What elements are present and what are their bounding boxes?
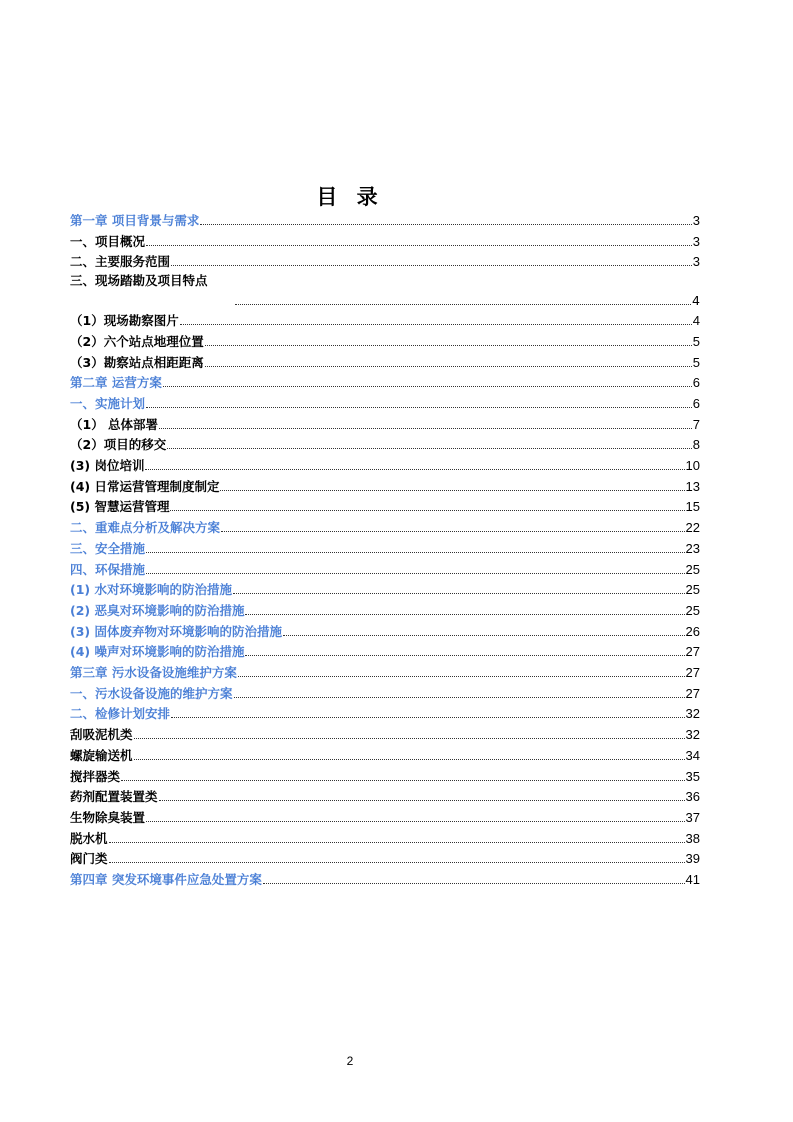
toc-entry-title: 第四章 突发环境事件应急处置方案 — [70, 872, 262, 887]
dot-leader — [205, 366, 692, 367]
toc-entry[interactable] — [70, 640, 700, 659]
toc-entry-page: 35 — [685, 768, 700, 784]
toc-entry-page: 6 — [692, 375, 700, 391]
dot-leader — [145, 469, 684, 470]
dot-leader — [283, 635, 685, 636]
dot-leader — [159, 800, 685, 801]
page-number: 2 — [346, 1054, 354, 1068]
dot-leader — [200, 224, 691, 225]
toc-entry-title: 刮吸泥机类 — [70, 727, 133, 743]
toc-entry-title: 四、环保措施 — [70, 561, 146, 577]
toc-entry-page: 5 — [692, 354, 700, 370]
toc-entry-title: （1）现场勘察图片 — [70, 313, 179, 329]
toc-entry-title: 二、重难点分析及解决方案 — [70, 520, 221, 536]
dot-leader — [159, 428, 692, 429]
dot-leader — [167, 448, 692, 449]
toc-entry-page: 39 — [685, 851, 700, 867]
dot-leader — [245, 655, 684, 656]
toc-entry-page: 15 — [685, 499, 700, 515]
toc-entry-page: 25 — [685, 582, 700, 598]
toc-entry-title: 一、项目概况 — [70, 233, 146, 249]
toc-entry-page: 7 — [692, 416, 700, 432]
toc-entry-title: (5) 智慧运营管理 — [70, 499, 170, 515]
toc-entry[interactable] — [70, 620, 700, 639]
toc-entry-title: 搅拌器类 — [70, 768, 121, 784]
dot-leader — [235, 304, 691, 305]
toc-entry-page: 27 — [685, 665, 700, 680]
toc-entry-title: 第三章 污水设备设施维护方案 — [70, 665, 237, 680]
dot-leader — [263, 883, 685, 884]
toc-entry-page: 4 — [692, 313, 700, 329]
toc-entry[interactable] — [70, 702, 700, 721]
toc-entry[interactable] — [70, 392, 700, 411]
toc-entry-page: 8 — [692, 437, 700, 453]
toc-entry-page: 6 — [692, 395, 700, 411]
toc-entry-page: 32 — [685, 727, 700, 743]
toc-entry[interactable] — [70, 330, 700, 349]
toc-entry[interactable] — [70, 537, 700, 556]
toc-entry-page: 13 — [685, 478, 700, 494]
toc-entry[interactable] — [70, 475, 700, 494]
toc-entry-page: 26 — [685, 623, 700, 639]
toc-entry-page: 36 — [685, 789, 700, 805]
toc-entry[interactable] — [70, 454, 700, 473]
toc-entry-page: 25 — [685, 561, 700, 577]
dot-leader — [146, 573, 685, 574]
toc-entry[interactable] — [70, 433, 700, 452]
dot-leader — [221, 531, 685, 532]
toc-entry-page: 4 — [692, 293, 700, 309]
toc-entry-title: 二、检修计划安排 — [70, 706, 171, 722]
toc-entry-title: (3) 岗位培训 — [70, 458, 145, 473]
toc-entry[interactable] — [70, 682, 700, 701]
toc-entry[interactable] — [70, 599, 700, 618]
toc-entry[interactable] — [70, 785, 700, 804]
toc-entry-page: 37 — [685, 809, 700, 825]
toc-entry-page: 3 — [692, 213, 700, 228]
dot-leader — [180, 324, 692, 325]
dot-leader — [134, 759, 685, 760]
toc-entry-page: 27 — [685, 685, 700, 701]
dot-leader — [109, 862, 685, 863]
dot-leader — [146, 552, 685, 553]
toc-entry-page: 32 — [685, 706, 700, 722]
dot-leader — [146, 821, 685, 822]
toc-entry-title: （1） 总体部署 — [70, 416, 159, 432]
toc-entry-title: 一、实施计划 — [70, 395, 146, 411]
toc-entry[interactable] — [70, 371, 700, 390]
dot-leader — [134, 738, 685, 739]
toc-entry[interactable] — [70, 413, 700, 432]
toc-entry-title: 二、主要服务范围 — [70, 254, 171, 270]
toc-entry-page: 5 — [692, 333, 700, 349]
toc-entry-title: 生物除臭装置 — [70, 809, 146, 825]
toc-entry-title: (3) 固体废弃物对环境影响的防治措施 — [70, 623, 282, 639]
toc-entry-title: 药剂配置装置类 — [70, 789, 158, 805]
toc-entry-title: (1) 水对环境影响的防治措施 — [70, 582, 232, 598]
toc-entry-page: 3 — [692, 254, 700, 270]
toc-entry[interactable] — [70, 558, 700, 577]
toc-entry-title: (2) 恶臭对环境影响的防治措施 — [70, 602, 245, 618]
toc-entry[interactable] — [70, 230, 700, 249]
dot-leader — [238, 676, 685, 677]
toc-title: 目 录 — [316, 185, 384, 209]
dot-leader — [234, 697, 685, 698]
dot-leader — [163, 386, 692, 387]
dot-leader — [146, 407, 692, 408]
dot-leader — [245, 614, 684, 615]
toc-entry[interactable] — [70, 744, 700, 763]
dot-leader — [205, 345, 692, 346]
toc-entry[interactable] — [70, 271, 700, 309]
toc-entry-page: 25 — [685, 602, 700, 618]
toc-entry-title: （2）项目的移交 — [70, 437, 167, 453]
dot-leader — [171, 717, 685, 718]
toc-entry-page: 3 — [692, 233, 700, 249]
dot-leader — [109, 842, 685, 843]
toc-entry[interactable] — [70, 806, 700, 825]
toc-entry[interactable] — [70, 309, 700, 328]
toc-entry-title: 三、现场踏勘及项目特点 — [70, 273, 208, 289]
toc-entry-page: 41 — [685, 872, 700, 887]
toc-entry-title: 三、安全措施 — [70, 540, 146, 556]
toc-entry-page: 10 — [685, 458, 700, 473]
dot-leader — [170, 510, 684, 511]
dot-leader — [233, 593, 685, 594]
toc-entry-title: 一、污水设备设施的维护方案 — [70, 685, 233, 701]
toc-entry-page: 23 — [685, 540, 700, 556]
toc-entry-title: 螺旋输送机 — [70, 747, 133, 763]
toc-entry-title: (4) 日常运营管理制度制定 — [70, 478, 220, 494]
dot-leader — [220, 490, 684, 491]
toc-entry-title: 第一章 项目背景与需求 — [70, 213, 200, 228]
toc-entry-title: 第二章 运营方案 — [70, 375, 162, 391]
toc-entry[interactable] — [70, 827, 700, 846]
toc-entry[interactable] — [70, 209, 700, 228]
toc-entry[interactable] — [70, 723, 700, 742]
toc-entry-title: (4) 噪声对环境影响的防治措施 — [70, 644, 245, 660]
toc-entry[interactable] — [70, 661, 700, 680]
toc-entry[interactable] — [70, 351, 700, 370]
toc-entry[interactable] — [70, 250, 700, 269]
toc-entry-page: 38 — [685, 830, 700, 846]
toc-entry-page: 27 — [685, 644, 700, 660]
dot-leader — [121, 780, 685, 781]
toc-entry-page: 34 — [685, 747, 700, 763]
toc-entry-title: 阀门类 — [70, 851, 108, 867]
dot-leader — [146, 245, 692, 246]
toc-entry-title: （2）六个站点地理位置 — [70, 333, 204, 349]
toc-entry-title: （3）勘察站点相距距离 — [70, 354, 204, 370]
toc-entry[interactable] — [70, 847, 700, 866]
toc-entry[interactable] — [70, 868, 700, 887]
toc-entry[interactable] — [70, 765, 700, 784]
toc-entry[interactable] — [70, 495, 700, 514]
toc-entry-page: 22 — [685, 520, 700, 536]
dot-leader — [171, 265, 692, 266]
toc-entry-title: 脱水机 — [70, 830, 108, 846]
toc-entry[interactable] — [70, 516, 700, 535]
toc-entry[interactable] — [70, 578, 700, 597]
